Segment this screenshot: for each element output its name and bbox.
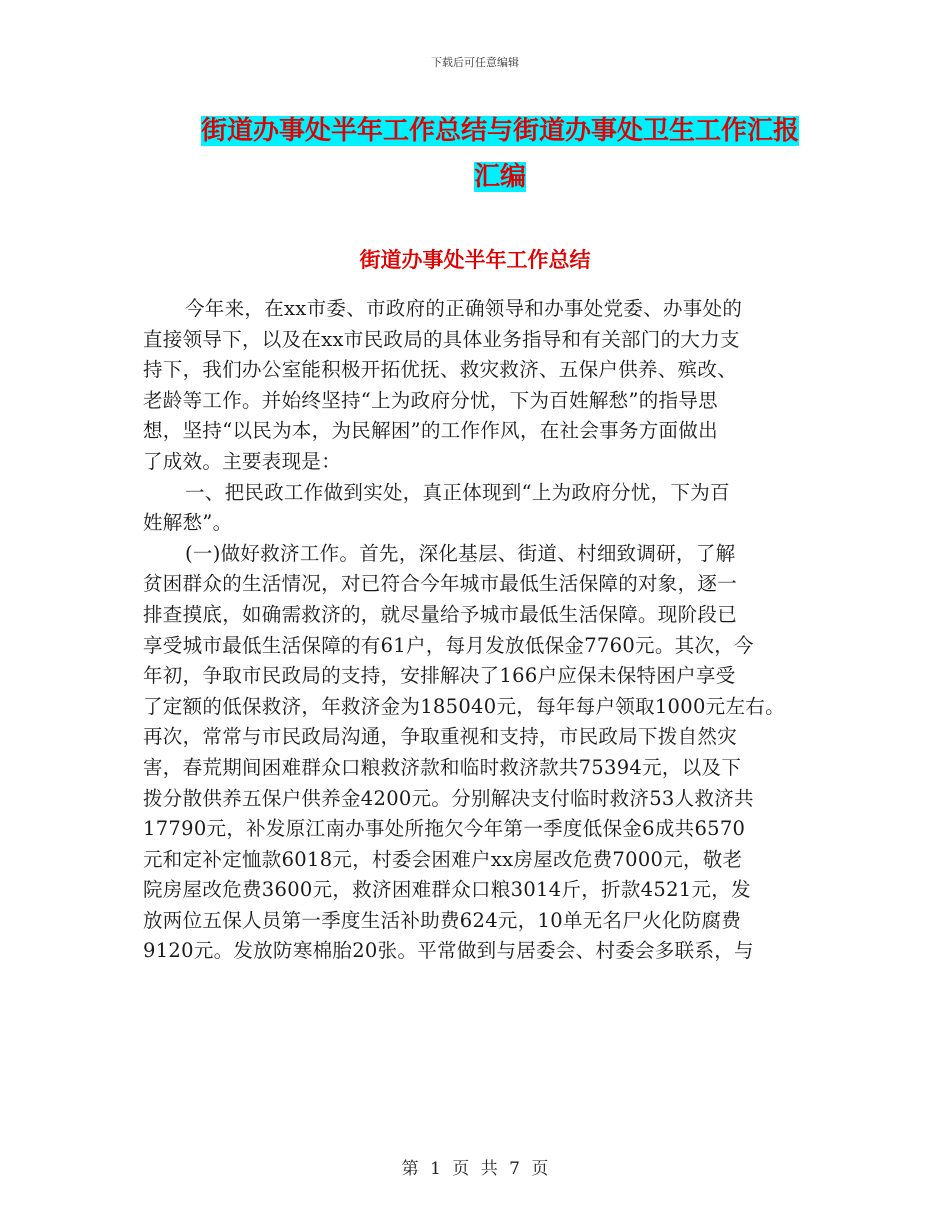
paragraph-line: 元和定补定恤款6018元，村委会困难户xx房屋改危费7000元，敬老 [143, 847, 743, 871]
paragraph-line: 9120元。发放防寒棉胎20张。平常做到与居委会、村委会多联系，与 [143, 939, 754, 963]
paragraph-line: 放两位五保人员第一季度生活补助费624元，10单无名尸火化防腐费 [143, 908, 742, 932]
page-footer: 第 1 页 共 7 页 [401, 1159, 549, 1179]
paragraph-line: 贫困群众的生活情况，对已符合今年城市最低生活保障的对象，逐一 [143, 572, 738, 596]
body-text [143, 294, 833, 967]
main-title [150, 108, 850, 200]
main-title-line-1 [150, 108, 850, 154]
paragraph-line: 直接领导下，以及在xx市民政局的具体业务指导和有关部门的大力支 [143, 327, 740, 351]
paragraph-line: 今年来，在xx市委、市政府的正确领导和办事处党委、办事处的 [185, 297, 743, 320]
paragraph-line: 害，春荒期间困难群众口粮救济款和临时救济款共75394元，以及下 [143, 755, 742, 779]
paragraph-line: 姓解愁”。 [143, 511, 233, 535]
paragraph-line: 再次，常常与市民政局沟通，争取重视和支持，市民政局下拨自然灾 [143, 725, 738, 749]
paragraph-line: 了定额的低保救济，年救济金为185040元，每年每户领取1000元左右。 [143, 694, 785, 718]
paragraph-line: 年初，争取市民政局的支持，安排解决了166户应保未保特困户享受 [143, 664, 736, 688]
paragraph-line: 享受城市最低生活保障的有61户，每月发放低保金7760元。其次，今 [143, 633, 754, 657]
main-title-line-2-text: 汇编 [473, 162, 526, 192]
paragraph-line: 排查摸底，如确需救济的，就尽量给予城市最低生活保障。现阶段已 [143, 602, 738, 626]
paragraph-line: 了成效。主要表现是： [143, 449, 342, 473]
paragraph-line: 院房屋改危费3600元，救济困难群众口粮3014斤，折款4521元，发 [143, 878, 751, 902]
section-title: 街道办事处半年工作总结 [359, 248, 591, 272]
paragraph-line: 老龄等工作。并始终坚持“上为政府分忧，下为百姓解愁”的指导思 [143, 388, 718, 412]
paragraph-line: 想，坚持“以民为本，为民解困”的工作作风，在社会事务方面做出 [143, 419, 718, 443]
paragraph-line: 一、把民政工作做到实处，真正体现到“上为政府分忧，下为百 [185, 480, 730, 504]
paragraph-line: (一)做好救济工作。首先，深化基层、街道、村细致调研，了解 [185, 541, 736, 565]
main-title-line-1-text: 街道办事处半年工作总结与街道办事处卫生工作汇报 [200, 116, 799, 146]
paragraph-line: 17790元，补发原江南办事处所拖欠今年第一季度低保金6成共6570 [143, 817, 746, 841]
paragraph-line: 持下，我们办公室能积极开拓优抚、救灾救济、五保户供养、殡改、 [143, 358, 738, 382]
paragraph-line: 拨分散供养五保户供养金4200元。分别解决支付临时救济53人救济共 [143, 786, 754, 810]
header-note: 下载后可任意编辑 [431, 56, 519, 69]
main-title-line-2 [150, 154, 850, 200]
